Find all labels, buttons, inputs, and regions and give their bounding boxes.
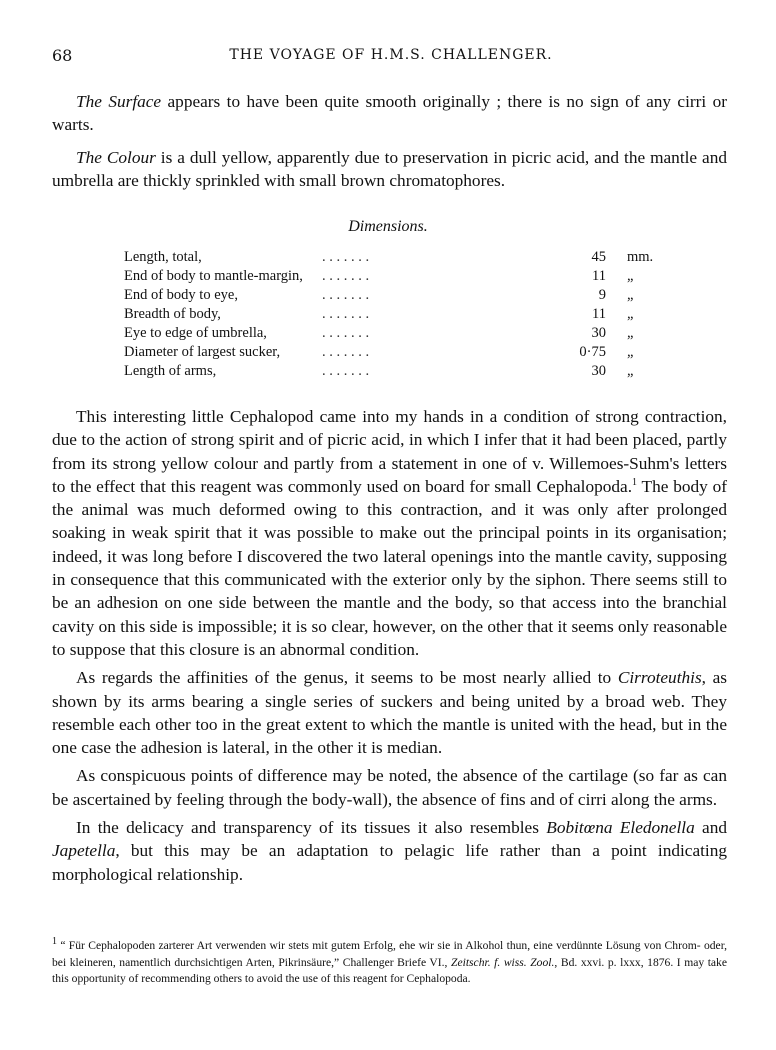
dimension-row <box>124 363 664 382</box>
surface-label: The Surface <box>76 92 162 111</box>
body-p2-b: , as shown by its arms bearing a single series of suckers and being united by a broad web. They resemble each other too in the great extent to which the mantle is united with the head, but in the one case the adhesion is lateral, in the other it is median. <box>52 668 727 758</box>
dimension-row <box>124 344 664 363</box>
dimension-unit: „ <box>627 306 634 322</box>
body-paragraph-2 <box>52 666 727 759</box>
main-text <box>52 405 727 886</box>
colour-label: The Colour <box>76 147 156 167</box>
leader-dots: . . . . . . . <box>322 325 370 341</box>
dimension-label: End of body to mantle-margin, <box>124 268 303 284</box>
body-p1-a: This interesting little Cephalopod came into my hands in a condition of strong contraction, due to the action of strong spirit and of picric acid, in which I infer that it had been placed, partly from its strong yellow colour and partly from a statement in one of v. Willemoes-Suhm's letters to the effect that this reagent was commonly used on board for small Cephalopoda. <box>52 407 727 496</box>
dimension-row <box>124 268 664 287</box>
dimension-label: Length of arms, <box>124 363 217 379</box>
body-p4-a: In the delicacy and transparency of its tissues it also resembles <box>76 818 547 838</box>
leader-dots: . . . . . . . <box>322 249 370 265</box>
surface-paragraph <box>52 90 727 137</box>
body-p4-b: and <box>694 818 727 838</box>
genus-name: Japetella <box>52 841 116 861</box>
footnote <box>52 938 727 988</box>
body-p4-c: , but this may be an adaptation to pelagic life rather than a point indicating morphological relationship. <box>52 841 727 884</box>
dimension-unit: „ <box>627 268 634 284</box>
page-number: 68 <box>52 46 73 65</box>
dimension-value: 0·75 <box>579 344 606 360</box>
dimension-value: 9 <box>598 287 606 303</box>
dimension-value: 45 <box>591 249 606 265</box>
dimension-unit: „ <box>627 287 634 303</box>
dimension-row <box>124 249 664 268</box>
dimension-label: Diameter of largest sucker, <box>124 344 281 360</box>
genus-name: Cirroteuthis <box>617 668 702 688</box>
surface-text: appears to have been quite smooth originally ; there is no sign of any cirri or warts. <box>52 92 727 135</box>
dimension-label: Breadth of body, <box>124 306 221 322</box>
footnote-ref: 1 <box>632 477 638 489</box>
dimension-row <box>124 287 664 306</box>
dimension-value: 30 <box>591 363 606 379</box>
intro-section <box>52 90 727 192</box>
footnote-mark: 1 <box>52 936 57 948</box>
dimension-value: 11 <box>592 306 606 322</box>
dimension-row <box>124 325 664 344</box>
colour-paragraph <box>52 146 727 193</box>
body-p2-a: As regards the affinities of the genus, it seems to be most nearly allied to <box>76 668 618 688</box>
body-paragraph-1 <box>52 405 727 661</box>
leader-dots: . . . . . . . <box>322 268 370 284</box>
body-paragraph-3: As conspicuous points of difference may be noted, the absence of the cartilage (so far as can be ascertained by feeling through the body-wall), the absence of fins and of cirri along the arms. <box>52 766 727 809</box>
dimension-value: 30 <box>591 325 606 341</box>
footnote-text-b: , Bd. xxvi. p. lxxx, 1876. I may take this opportunity of recommending others to avoid the use of this reagent for Cephalopoda. <box>52 955 728 985</box>
dimension-row <box>124 306 664 325</box>
running-header <box>52 46 730 68</box>
footnote-journal: Zeitschr. f. wiss. Zool. <box>451 955 555 969</box>
body-p1-b: The body of the animal was much deformed owing to this contraction, and it was only after prolonged soaking in weak spirit that it was possible to make out the principal points in its organisation; indeed, it was long before I discovered the two lateral openings into the mantle cavity, supposing in consequence that this communicated with the exterior only by the siphon. There seems still to be an adhesion on one side between the mantle and the body, so that access into the branchial cavity on this side is impossible; it is so clear, however, on the other that it seems only reasonable to suppose that this closure is an abnormal condition. <box>52 476 727 659</box>
dimension-unit: „ <box>627 363 634 379</box>
dimension-label: End of body to eye, <box>124 287 238 303</box>
dimensions-table <box>124 249 664 382</box>
colour-text: is a dull yellow, apparently due to preservation in picric acid, and the mantle and umbrella are thickly sprinkled with small brown chromatophores. <box>52 147 727 190</box>
leader-dots: . . . . . . . <box>322 344 370 360</box>
leader-dots: . . . . . . . <box>322 306 370 322</box>
dimension-unit: „ <box>627 344 634 360</box>
footnote-text-a: “ Für Cephalopoden zarterer Art verwenden wir stets mit gutem Erfolg, ehe wir sie in Alkohol thun, eine verdünnte Lösung von Chrom- oder, bei kleineren, namentlich durchsichtigen Arten, Pikrinsäure,” Challenger Briefe VI., <box>52 939 727 969</box>
leader-dots: . . . . . . . <box>322 363 370 379</box>
dimension-label: Eye to edge of umbrella, <box>124 325 267 341</box>
leader-dots: . . . . . . . <box>322 287 370 303</box>
running-title: THE VOYAGE OF H.M.S. CHALLENGER. <box>229 47 553 63</box>
dimension-unit: „ <box>627 325 634 341</box>
dimensions-title: Dimensions. <box>348 218 428 235</box>
dimension-label: Length, total, <box>124 249 202 265</box>
genus-name: Bobitœna Eledonella <box>546 818 695 838</box>
dimension-unit: mm. <box>627 249 654 265</box>
body-paragraph-4 <box>52 816 727 886</box>
dimension-value: 11 <box>592 268 606 284</box>
